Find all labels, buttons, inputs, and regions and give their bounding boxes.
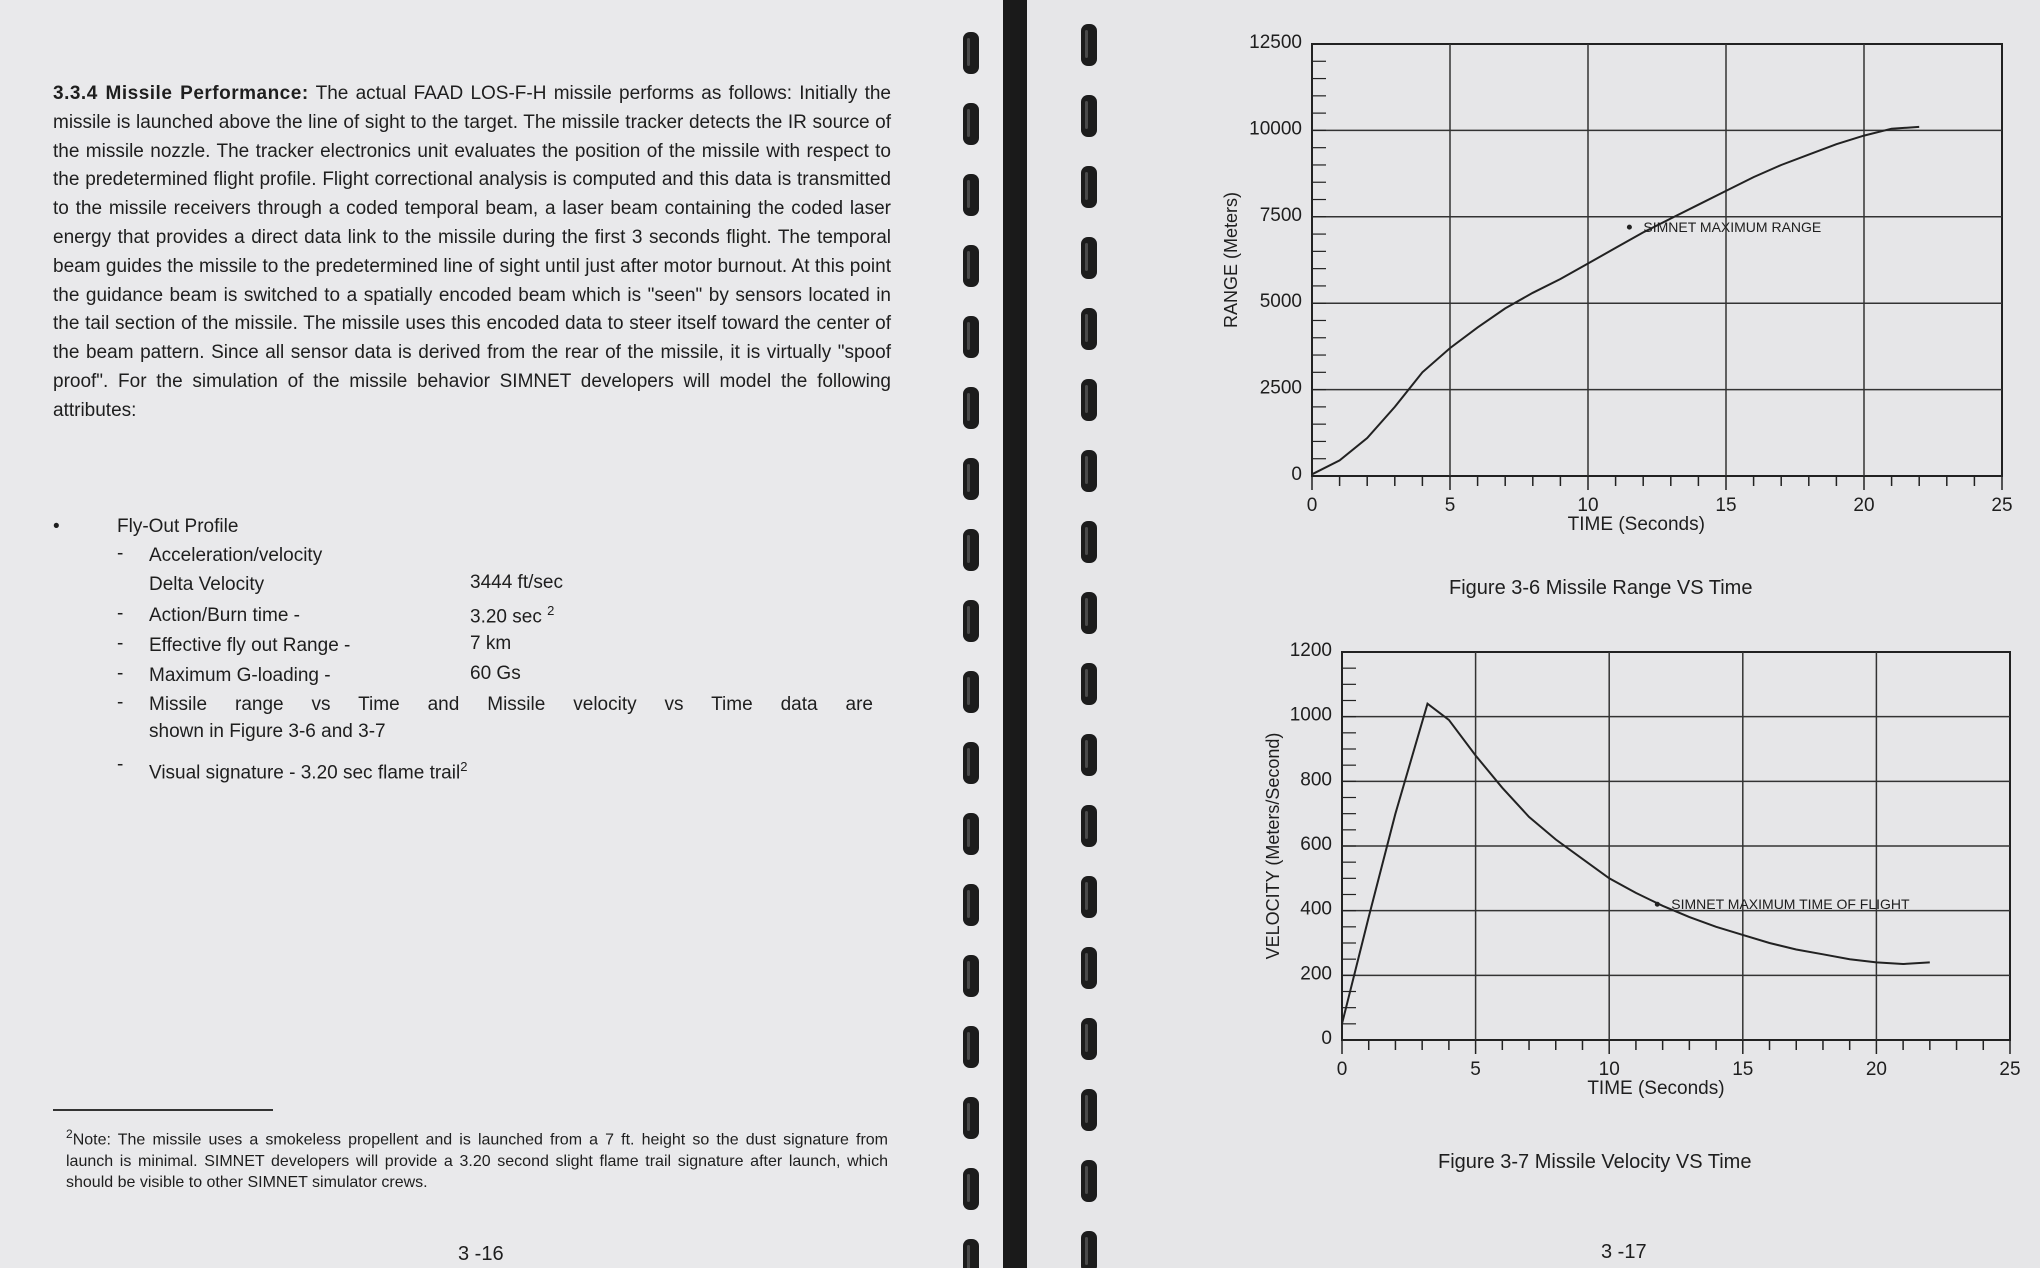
binding-ring [963,600,979,642]
footnote-rule [53,1109,273,1111]
y-axis-label: VELOCITY (Meters/Second) [1263,732,1283,960]
y-tick-label: 5000 [1259,291,1302,313]
binding-ring [1081,521,1097,563]
attr-delta-value: 3444 ft/sec [470,572,563,593]
attr-figures-line2: shown in Figure 3-6 and 3-7 [149,721,386,742]
annotation-label: SIMNET MAXIMUM TIME OF FLIGHT [1671,896,1910,913]
data-series-line [1312,127,1919,474]
y-tick-label: 0 [1291,464,1302,485]
x-tick-label: 20 [1853,495,1875,516]
y-tick-label: 800 [1300,769,1332,791]
range-vs-time-chart [1177,20,2037,550]
y-tick-label: 7500 [1259,204,1302,226]
figure-caption: Figure 3-7 Missile Velocity VS Time [1438,1151,1752,1173]
binding-ring [963,174,979,216]
x-tick-label: 15 [1732,1059,1754,1080]
y-tick-label: 2500 [1259,377,1302,399]
binding-ring [1081,876,1097,918]
attr-burn-label: Action/Burn time - [149,605,300,626]
dash-marker: - [117,603,124,624]
annotation-label: SIMNET MAXIMUM RANGE [1643,219,1822,236]
binding-ring [963,245,979,287]
binding-ring [963,955,979,997]
x-tick-label: 10 [1598,1059,1620,1080]
binding-ring [1081,166,1097,208]
binding-ring [963,32,979,74]
y-tick-label: 12500 [1249,32,1302,53]
figure-caption: Figure 3-6 Missile Range VS Time [1449,577,1753,599]
y-tick-label: 400 [1300,898,1332,920]
body-paragraph [53,80,891,426]
right-page [1027,0,2040,1268]
x-axis-label: TIME (Seconds) [1567,514,1705,535]
footnote-marker: 2 [66,1127,73,1141]
y-tick-label: 200 [1300,963,1332,985]
binding-ring [1081,663,1097,705]
x-tick-label: 20 [1865,1059,1887,1080]
attr-visual-signature: Visual signature - 3.20 sec flame trail$^2$ [149,759,468,784]
binding-ring [1081,379,1097,421]
footnote [66,1124,888,1194]
binding-ring [963,316,979,358]
y-tick-label: 1200 [1289,640,1332,661]
annotation-point [1655,902,1660,907]
dash-marker: - [117,663,124,684]
x-tick-label: 0 [1306,495,1318,516]
binding-ring [1081,947,1097,989]
plot-frame [1312,44,2002,476]
binding-ring [1081,1160,1097,1202]
y-tick-label: 10000 [1249,118,1302,140]
attr-range-value: 7 km [470,633,512,654]
section-heading: 3.3.4 Missile Performance: [53,83,309,104]
bullet-marker: • [53,516,60,537]
binding-gutter [1003,0,1027,1268]
binding-ring [1081,1231,1097,1268]
binding-ring [963,458,979,500]
binding-ring [1081,95,1097,137]
binding-ring [1081,734,1097,776]
binding-ring [963,529,979,571]
x-tick-label: 0 [1336,1059,1348,1080]
x-tick-label: 15 [1715,495,1737,516]
binding-ring [963,1239,979,1268]
dash-marker: - [117,633,124,654]
x-tick-label: 5 [1444,495,1456,516]
x-tick-label: 5 [1470,1059,1481,1080]
y-axis-label: RANGE (Meters) [1221,191,1241,329]
attr-accel-label: Acceleration/velocity [149,545,323,566]
footnote-ref: 2 [547,603,555,618]
binding-ring [963,103,979,145]
attr-g-value: 60 Gs [470,663,521,684]
y-tick-label: 600 [1300,834,1332,855]
footnote-ref: 2 [460,759,468,774]
attr-delta-label: Delta Velocity [149,574,265,595]
annotation-point [1627,225,1632,230]
left-page [0,0,1003,1268]
footnote-text: Note: The missile uses a smokeless propellent and is launched from a 7 ft. height so the dust signature from launch is minimal. SIMNET developers will provide a 3.20 second slight flame trail signature after launch, which should be visible to other SIMNET simulator crews. [66,1131,888,1192]
attr-range-label: Effective fly out Range - [149,635,351,656]
binding-ring [1081,450,1097,492]
binding-ring [1081,592,1097,634]
x-tick-label: 25 [1999,1059,2021,1080]
page-number-left: 3 -16 [458,1243,504,1265]
dash-marker: - [117,543,124,564]
y-tick-label: 0 [1321,1028,1332,1049]
binding-ring [963,1026,979,1068]
velocity-vs-time-chart [1227,630,2027,1110]
x-tick-label: 25 [1991,495,2013,516]
dash-marker: - [117,754,124,775]
binding-ring [963,1097,979,1139]
binding-ring [963,884,979,926]
binding-ring [963,742,979,784]
binding-ring [1081,24,1097,66]
attr-g-label: Maximum G-loading - [149,665,331,686]
binding-ring [963,813,979,855]
binding-ring [1081,308,1097,350]
binding-ring [1081,1018,1097,1060]
bullet-label: Fly-Out Profile [117,516,239,537]
binding-ring [963,387,979,429]
x-axis-label: TIME (Seconds) [1587,1078,1725,1099]
binding-ring [1081,1089,1097,1131]
attr-figures-line1: Missile range vs Time and Missile velocity vs Time data are [149,694,873,715]
body-text: The actual FAAD LOS-F-H missile performs as follows: Initially the missile is launched above the line of sight to the target. The missile tracker detects the IR source of the missile nozzle. The tracker electronics unit evaluates the position of the missile with respect to the predetermined flight profile. Flight correctional analysis is computed and this data is transmitted to the missile receivers through a coded temporal beam, a laser beam containing the coded laser energy that provides a direct data link to the missile during the first 3 seconds flight. The temporal beam guides the missile to the predetermined line of sight until just after motor burnout. At this point the guidance beam is switched to a spatially encoded beam which is "seen" by sensors located in the tail section of the missile. The missile uses this encoded data to steer itself toward the center of the beam pattern. Since all sensor data is derived from the rear of the missile, it is virtually "spoof proof". For the simulation of the missile behavior SIMNET developers will model the following attributes: [53,83,892,421]
attr-burn-value: 3.20 sec $^2$ [470,603,555,628]
binding-ring [963,1168,979,1210]
page-number-right: 3 -17 [1601,1241,1647,1263]
dash-marker: - [117,692,124,713]
y-tick-label: 1000 [1289,704,1332,726]
binding-ring [1081,237,1097,279]
x-tick-label: 10 [1577,495,1599,516]
binding-ring [963,671,979,713]
binding-ring [1081,805,1097,847]
